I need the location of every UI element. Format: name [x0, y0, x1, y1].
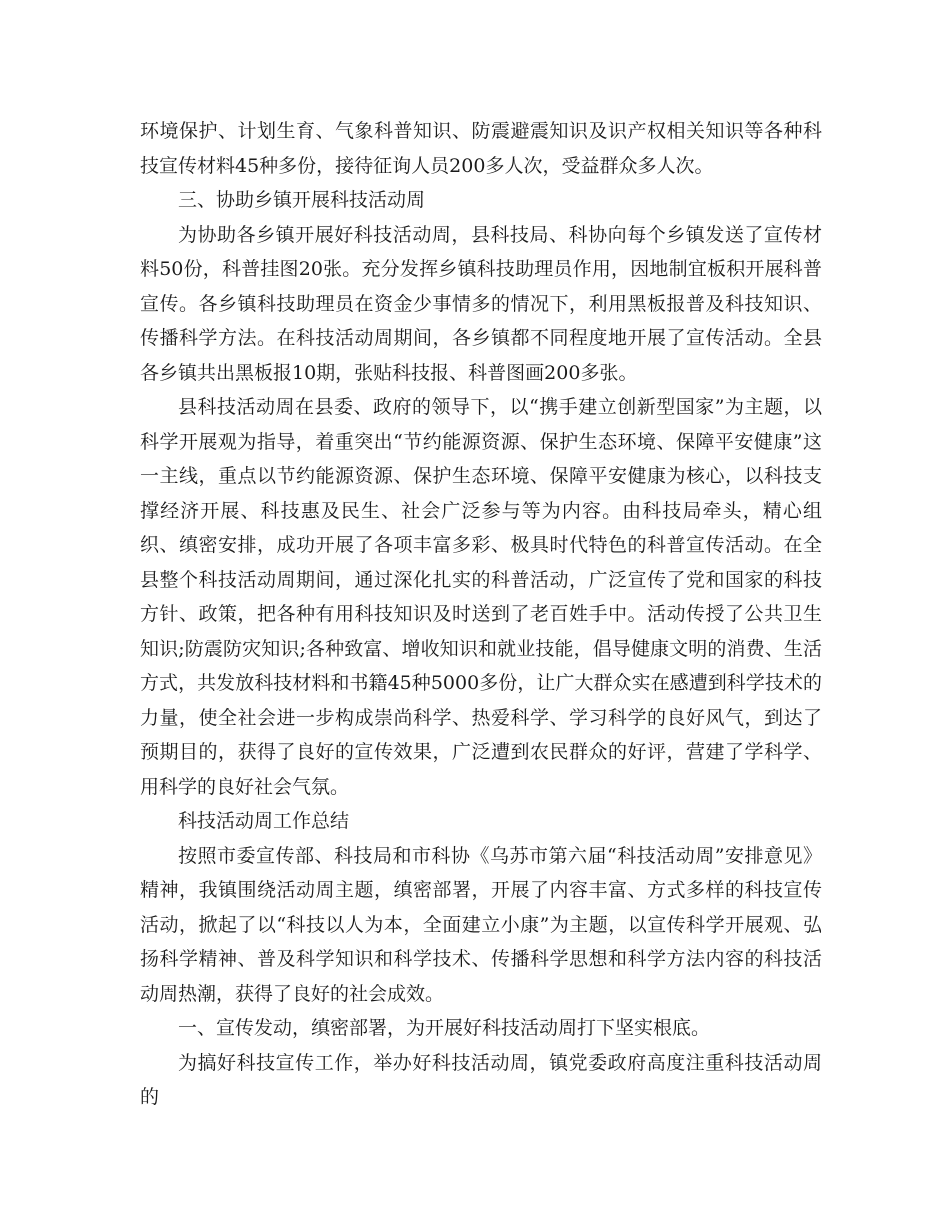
paragraph-county-activity-week: 县科技活动周在县委、政府的领导下，以“携手建立创新型国家”为主题，以科学开展观为指导，着重突出“节约能源资源、保护生态环境、保障平安健康”这一主线，重点以节约能源资源、保护生态环境、保障平安健康为核心，以科技支撑经济开展、科技惠及民生、社会广泛参与等为内容。由科技局牵头，精心组织、缜密安排，成功开展了各项丰富多彩、极具时代特色的科普宣传活动。在全县整个科技活动周期间，通过深化扎实的科普活动，广泛宣传了党和国家的科技方针、政策，把各种有用科技知识及时送到了老百姓手中。活动传授了公共卫生知识;防震防灾知识;各种致富、增收知识和就业技能，倡导健康文明的消费、生活方式，共发放科技材料和书籍45种5000多份，让广大群众实在感遭到科学技术的力量，使全社会进一步构成崇尚科学、热爱科学、学习科学的良好风气，到达了预期目的，获得了良好的宣传效果，广泛遭到农民群众的好评，营建了学科学、用科学的良好社会气氛。: [140, 396, 822, 798]
paragraph-town-summary: 按照市委宣传部、科技局和市科协《乌苏市第六届“科技活动周”安排意见》精神，我镇围绕活动周主题，缜密部署，开展了内容丰富、方式多样的科技宣传活动，掀起了以“科技以人为本，全面建立小康”为主题，以宣传科学开展观、弘扬科学精神、普及科学知识和科学技术、传播科学思想和科学方法内容的科技活动周热潮，获得了良好的社会成效。: [140, 844, 822, 1005]
section-heading-1: 一、宣传发动，缜密部署，为开展好科技活动周打下坚实根底。: [178, 1017, 711, 1039]
section-heading-3: 三、协助乡镇开展科技活动周: [178, 189, 426, 211]
paragraph-township-support: 为协助各乡镇开展好科技活动周，县科技局、科协向每个乡镇发送了宣传材料50份，科普挂图20张。充分发挥乡镇科技助理员作用，因地制宜板积开展科普宣传。各乡镇科技助理员在资金少事情多的情况下，利用黑板报普及科技知识、传播科学方法。在科技活动周期间，各乡镇都不同程度地开展了宣传活动。全县各乡镇共出黑板报10期，张贴科技报、科普图画200多张。: [140, 223, 822, 384]
paragraph-continuation: 环境保护、计划生育、气象科普知识、防震避震知识及识产权相关知识等各种科技宣传材料45种多份，接待征询人员200多人次，受益群众多人次。: [140, 120, 822, 177]
document-body: [140, 114, 822, 1115]
paragraph-publicity: 为搞好科技宣传工作，举办好科技活动周，镇党委政府高度注重科技活动周的: [140, 1051, 822, 1108]
document-subtitle: 科技活动周工作总结: [178, 810, 350, 832]
